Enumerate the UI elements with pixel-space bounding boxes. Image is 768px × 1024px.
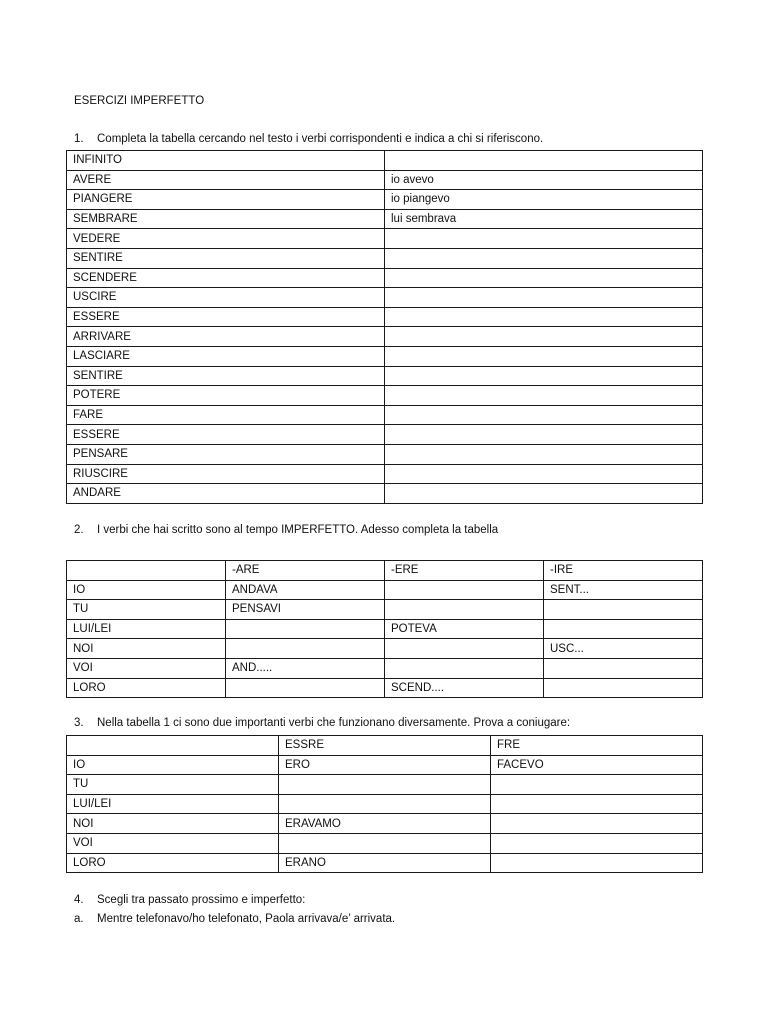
answer-cell [226,619,385,639]
answer-cell [385,425,703,445]
answer-cell [385,639,544,659]
table-row [67,833,703,853]
table-row [67,209,703,229]
answer-cell: SCEND.... [385,678,544,698]
answer-cell [491,794,703,814]
table-row [67,386,703,406]
answer-cell: ESSRE [279,736,491,756]
row-label-cell: POTERE [67,386,385,406]
question-3 [74,717,570,729]
answer-cell [385,658,544,678]
question-number: a. [74,913,84,925]
question-4 [74,894,305,906]
table-row [67,444,703,464]
answer-cell [491,833,703,853]
answer-cell [226,678,385,698]
answer-cell: ERO [279,755,491,775]
row-label-cell: LORO [67,853,279,873]
answer-cell [385,405,703,425]
answer-cell: FACEVO [491,755,703,775]
answer-cell: AND..... [226,658,385,678]
row-label-cell [67,561,226,581]
answer-cell [385,229,703,249]
answer-cell [385,386,703,406]
answer-cell: SENT... [544,580,703,600]
answer-cell [385,327,703,347]
row-label-cell: INFINITO [67,151,385,171]
table-row [67,425,703,445]
question-number: 4. [74,894,84,906]
table-row [67,307,703,327]
answer-cell: ANDAVA [226,580,385,600]
table-row [67,170,703,190]
table-row [67,600,703,620]
question-4a [74,913,395,925]
question-text: Mentre telefonavo/ho telefonato, Paola arrivava/e’ arrivata. [97,913,396,925]
answer-cell [226,639,385,659]
table-row [67,580,703,600]
answer-cell [279,775,491,795]
answer-cell: ERANO [279,853,491,873]
row-label-cell: NOI [67,814,279,834]
row-label-cell: PIANGERE [67,190,385,210]
answer-cell [385,464,703,484]
row-label-cell: ANDARE [67,484,385,504]
row-label-cell: FARE [67,405,385,425]
question-text: Nella tabella 1 ci sono due importanti verbi che funzionano diversamente. Prova a coniugare: [97,717,571,729]
row-label-cell: TU [67,600,226,620]
answer-cell [385,248,703,268]
table-row [67,405,703,425]
table-row [67,464,703,484]
answer-cell: io piangevo [385,190,703,210]
answer-cell: io avevo [385,170,703,190]
table-row [67,366,703,386]
row-label-cell: IO [67,580,226,600]
answer-cell [544,658,703,678]
answer-cell [491,814,703,834]
row-label-cell: IO [67,755,279,775]
table-row [67,678,703,698]
row-label-cell: LORO [67,678,226,698]
answer-cell [279,833,491,853]
table-row [67,346,703,366]
row-label-cell: PENSARE [67,444,385,464]
row-label-cell: LASCIARE [67,346,385,366]
answer-cell [544,678,703,698]
row-label-cell: LUI/LEI [67,794,279,814]
row-label-cell: NOI [67,639,226,659]
table-3-essere-fare [66,735,703,873]
answer-cell [385,484,703,504]
row-label-cell: VEDERE [67,229,385,249]
row-label-cell: TU [67,775,279,795]
answer-cell [385,268,703,288]
answer-cell: PENSAVI [226,600,385,620]
row-label-cell: AVERE [67,170,385,190]
question-text: Completa la tabella cercando nel testo i verbi corrispondenti e indica a chi si riferiscono. [97,133,544,145]
answer-cell [385,307,703,327]
table-row [67,814,703,834]
table-row [67,619,703,639]
table-row [67,268,703,288]
question-1 [74,133,543,145]
answer-cell: USC... [544,639,703,659]
answer-cell [385,444,703,464]
answer-cell: -IRE [544,561,703,581]
row-label-cell: SCENDERE [67,268,385,288]
answer-cell [544,619,703,639]
answer-cell [491,853,703,873]
answer-cell [491,775,703,795]
question-2 [74,524,498,536]
table-row [67,561,703,581]
table-row [67,794,703,814]
table-row [67,190,703,210]
row-label-cell: RIUSCIRE [67,464,385,484]
answer-cell [385,580,544,600]
question-number: 2. [74,524,84,536]
answer-cell [385,288,703,308]
question-number: 3. [74,717,84,729]
table-row [67,853,703,873]
table-row [67,248,703,268]
answer-cell [385,346,703,366]
table-row [67,229,703,249]
document-title: ESERCIZI IMPERFETTO [74,95,205,107]
table-row [67,151,703,171]
answer-cell: FRE [491,736,703,756]
table-1-infinitives [66,150,703,504]
row-label-cell: SEMBRARE [67,209,385,229]
table-row [67,327,703,347]
table-row [67,775,703,795]
row-label-cell: ESSERE [67,307,385,327]
row-label-cell: LUI/LEI [67,619,226,639]
question-text: Scegli tra passato prossimo e imperfetto: [97,894,306,906]
row-label-cell: ESSERE [67,425,385,445]
answer-cell [385,151,703,171]
answer-cell: lui sembrava [385,209,703,229]
row-label-cell: SENTIRE [67,248,385,268]
row-label-cell: VOI [67,833,279,853]
table-row [67,484,703,504]
table-row [67,658,703,678]
answer-cell: POTEVA [385,619,544,639]
answer-cell [385,600,544,620]
table-row [67,736,703,756]
row-label-cell [67,736,279,756]
answer-cell [385,366,703,386]
row-label-cell: ARRIVARE [67,327,385,347]
row-label-cell: SENTIRE [67,366,385,386]
row-label-cell: VOI [67,658,226,678]
answer-cell [544,600,703,620]
table-row [67,639,703,659]
question-text: I verbi che hai scritto sono al tempo IMPERFETTO. Adesso completa la tabella [97,524,499,536]
table-row [67,288,703,308]
answer-cell: -ERE [385,561,544,581]
answer-cell: ERAVAMO [279,814,491,834]
table-2-conjugation [66,560,703,698]
row-label-cell: USCIRE [67,288,385,308]
answer-cell [279,794,491,814]
table-row [67,755,703,775]
answer-cell: -ARE [226,561,385,581]
question-number: 1. [74,133,84,145]
